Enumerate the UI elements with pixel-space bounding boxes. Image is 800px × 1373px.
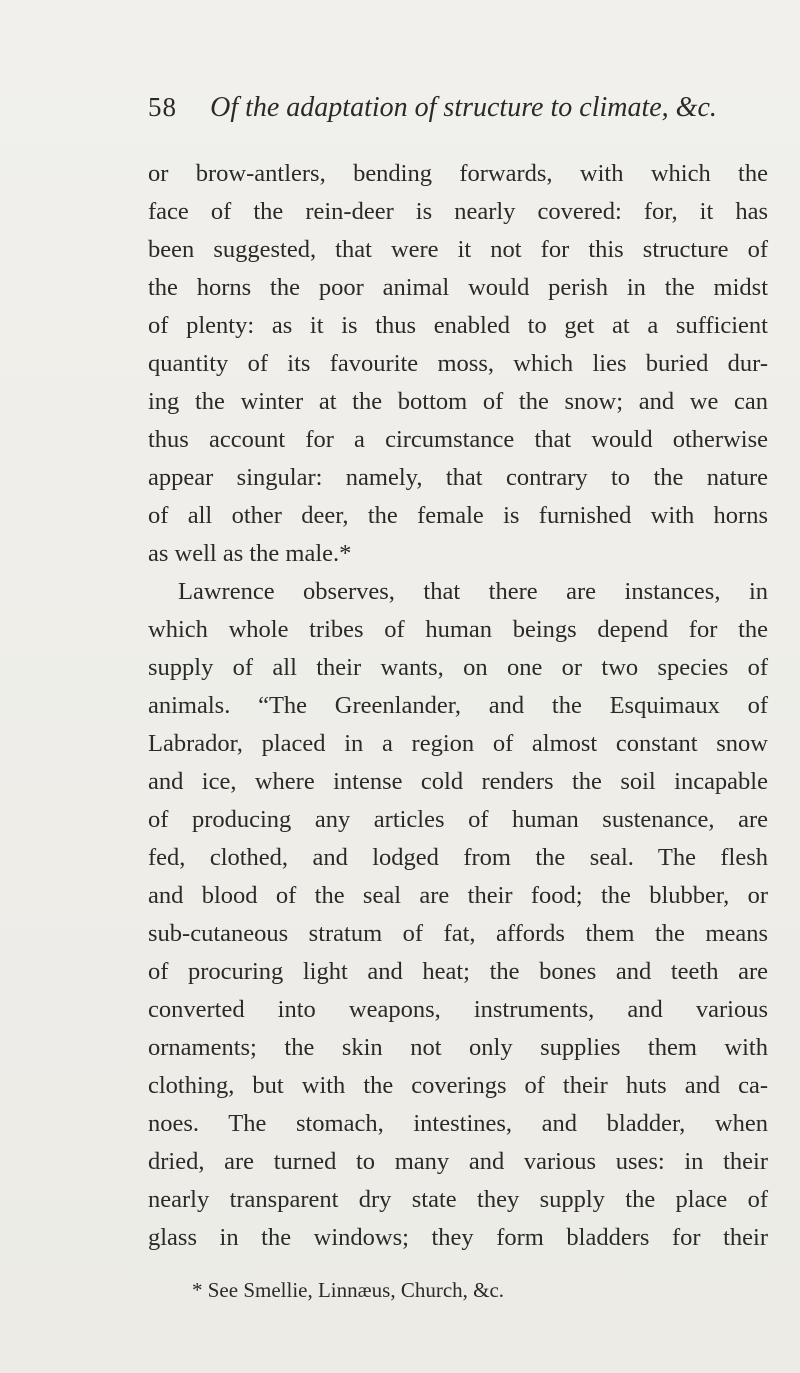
text-line: animals. “The Greenlander, and the Esquimaux of — [148, 692, 768, 719]
text-line: and ice, where intense cold renders the soil incapable — [148, 768, 768, 795]
text-line: face of the rein-deer is nearly covered: for, it has — [148, 198, 768, 225]
text-line: Labrador, placed in a region of almost constant snow — [148, 730, 768, 757]
text-line: as well as the male.* — [148, 540, 352, 567]
text-line: clothing, but with the coverings of their huts and ca- — [148, 1072, 768, 1099]
page-header — [148, 92, 748, 132]
text-line: of plenty: as it is thus enabled to get at a sufficient — [148, 312, 768, 339]
text-line: nearly transparent dry state they supply the place of — [148, 1186, 768, 1213]
text-line: of producing any articles of human sustenance, are — [148, 806, 768, 833]
text-line: and blood of the seal are their food; the blubber, or — [148, 882, 768, 909]
text-line: fed, clothed, and lodged from the seal. The flesh — [148, 844, 768, 871]
text-line: appear singular: namely, that contrary to the nature — [148, 464, 768, 491]
text-line: of procuring light and heat; the bones and teeth are — [148, 958, 768, 985]
text-line: been suggested, that were it not for this structure of — [148, 236, 768, 263]
text-line: thus account for a circumstance that would otherwise — [148, 426, 768, 453]
text-line: which whole tribes of human beings depend for the — [148, 616, 768, 643]
text-line: Lawrence observes, that there are instances, in — [178, 578, 768, 605]
text-line: noes. The stomach, intestines, and bladder, when — [148, 1110, 768, 1137]
text-line: glass in the windows; they form bladders for their — [148, 1224, 768, 1251]
text-line: dried, are turned to many and various uses: in their — [148, 1148, 768, 1175]
text-line: converted into weapons, instruments, and various — [148, 996, 768, 1023]
text-line: ornaments; the skin not only supplies them with — [148, 1034, 768, 1061]
text-line: of all other deer, the female is furnished with horns — [148, 502, 768, 529]
text-line: or brow-antlers, bending forwards, with which the — [148, 160, 768, 187]
page-number: 58 — [148, 92, 177, 122]
text-line: sub-cutaneous stratum of fat, affords them the means — [148, 920, 768, 947]
text-line: quantity of its favourite moss, which lies buried dur- — [148, 350, 768, 377]
text-line: supply of all their wants, on one or two species of — [148, 654, 768, 681]
text-line: the horns the poor animal would perish in the midst — [148, 274, 768, 301]
footnote: * See Smellie, Linnæus, Church, &c. — [192, 1278, 505, 1302]
running-title: Of the adaptation of structure to climate, &c. — [210, 92, 717, 123]
text-line: ing the winter at the bottom of the snow; and we can — [148, 388, 768, 415]
